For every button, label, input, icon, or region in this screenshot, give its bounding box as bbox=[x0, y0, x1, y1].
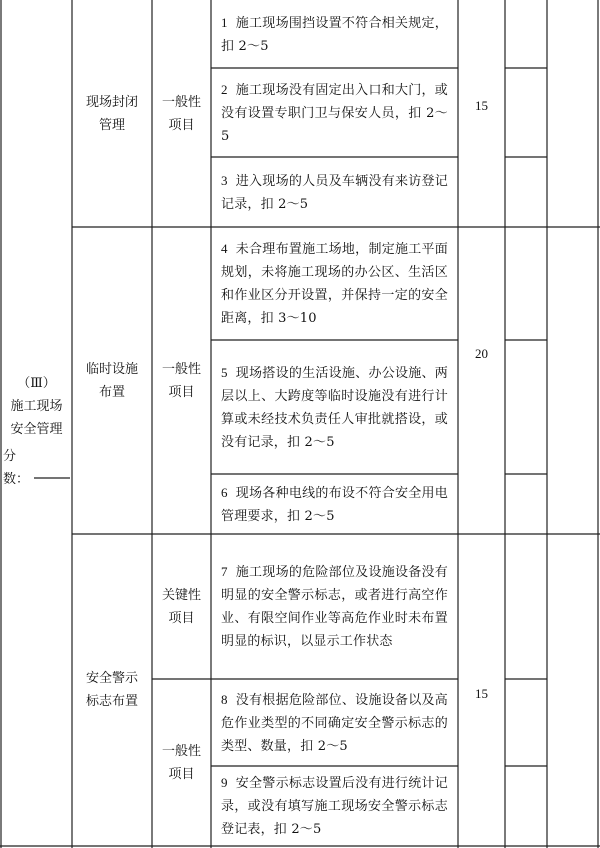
item-type-line: 项目 bbox=[168, 384, 195, 400]
item-type bbox=[152, 534, 211, 679]
item-description bbox=[211, 474, 458, 534]
section-title bbox=[1, 370, 72, 442]
item-type bbox=[152, 227, 211, 534]
group-score: 20 bbox=[475, 345, 488, 361]
item-number: 2 bbox=[221, 81, 228, 97]
item-description bbox=[211, 0, 458, 68]
item-number: 7 bbox=[221, 564, 228, 579]
item-text: 施工现场没有固定出入口和大门，或没有设置专职门卫与保安人员，扣 2～5 bbox=[221, 82, 448, 144]
item-number: 3 bbox=[221, 172, 228, 188]
item-description bbox=[211, 766, 458, 846]
item-type-line: 一般性 bbox=[161, 743, 201, 759]
item-type-line: 项目 bbox=[168, 610, 195, 626]
section-title-line1: 施工现场 bbox=[10, 398, 63, 414]
item-description bbox=[211, 679, 458, 766]
item-type-line: 一般性 bbox=[161, 94, 201, 110]
section-score-label: 分数： bbox=[3, 449, 30, 487]
item-description bbox=[211, 68, 458, 157]
item-text: 施工现场的危险部位及设施设备没有明显的安全警示标志，或者进行高空作业、有限空间作业等高危作业时未布置明显的标识，以显示工作状态 bbox=[221, 565, 448, 649]
item-type bbox=[152, 679, 211, 846]
group-name-line: 临时设施 bbox=[85, 361, 138, 377]
group-name bbox=[72, 534, 152, 846]
section-title-line2: 安全管理 bbox=[10, 421, 63, 437]
group-name bbox=[72, 227, 152, 534]
item-text: 施工现场围挡设置不符合相关规定，扣 2～5 bbox=[221, 15, 448, 54]
section-code: （Ⅲ） bbox=[17, 375, 56, 391]
item-text: 进入现场的人员及车辆没有来访登记记录，扣 2～5 bbox=[221, 173, 448, 212]
item-number: 9 bbox=[221, 775, 228, 790]
item-description bbox=[211, 534, 458, 679]
group-name-line: 管理 bbox=[98, 117, 125, 133]
group-score: 15 bbox=[475, 685, 488, 701]
item-description bbox=[211, 157, 458, 227]
item-description bbox=[211, 227, 458, 340]
item-type-line: 一般性 bbox=[161, 361, 201, 377]
item-type-line: 关键性 bbox=[161, 587, 201, 603]
item-description bbox=[211, 340, 458, 474]
item-number: 5 bbox=[221, 364, 228, 380]
group-name-line: 标志布置 bbox=[85, 694, 138, 709]
item-text: 现场各种电线的布设不符合安全用电管理要求，扣 2～5 bbox=[221, 485, 448, 524]
item-text: 现场搭设的生活设施、办公设施、两层以上、大跨度等临时设施没有进行计算或未经技术负责任人审批就搭设，或没有记录，扣 2～5 bbox=[221, 365, 448, 450]
item-type-line: 项目 bbox=[168, 766, 195, 782]
group-name-line: 现场封闭 bbox=[85, 94, 138, 110]
group-name bbox=[72, 0, 152, 227]
item-number: 4 bbox=[221, 241, 228, 256]
item-text: 安全警示标志设置后没有进行统计记录，或没有填写施工现场安全警示标志登记表，扣 2～5 bbox=[221, 776, 448, 837]
group-score: 15 bbox=[475, 97, 488, 113]
item-type bbox=[152, 0, 211, 227]
item-number: 8 bbox=[221, 691, 228, 707]
group-name-line: 安全警示 bbox=[85, 671, 138, 686]
item-number: 1 bbox=[221, 14, 228, 30]
item-text: 没有根据危险部位、设施设备以及高危作业类型的不同确定安全警示标志的类型、数量，扣 2～5 bbox=[221, 692, 448, 754]
item-type-line: 项目 bbox=[168, 117, 195, 133]
item-text: 未合理布置施工场地，制定施工平面规划，未将施工现场的办公区、生活区和作业区分开设置，并保持一定的安全距离，扣 3～10 bbox=[221, 242, 448, 326]
group-name-line: 布置 bbox=[98, 384, 125, 400]
item-number: 6 bbox=[221, 484, 228, 500]
